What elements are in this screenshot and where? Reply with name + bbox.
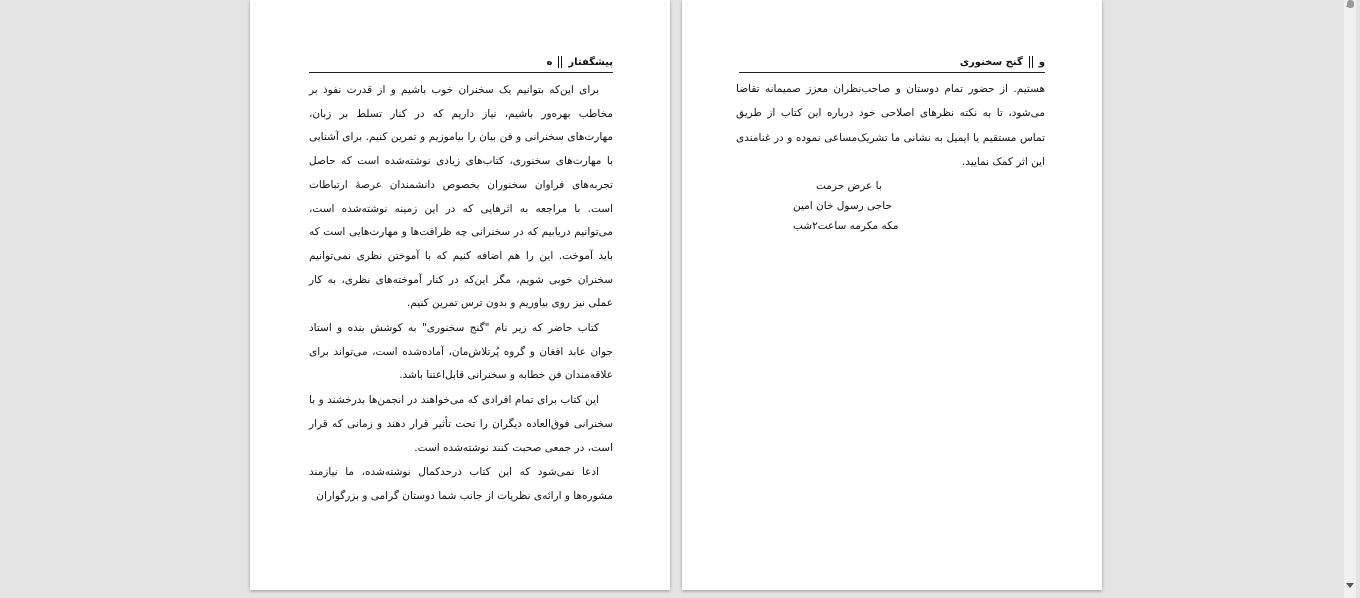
page-body: [309, 79, 613, 509]
vertical-scrollbar[interactable]: [1344, 0, 1356, 598]
signature-place: مکه مکرمه ساعت۲شب: [793, 220, 899, 232]
document-viewer: [4, 0, 1340, 592]
header-title: گنج سخنوری: [959, 56, 1023, 68]
header-separator: [1029, 56, 1033, 68]
paragraph: کتاب حاضر که زیر نام "گنج سخنوری" به کوشش بنده و استاد جوان عابد افغان و گروه پُرتلاش‌مان، آماده‌شده است، می‌تواند برای علاقه‌مندان فن خطابه و سخنرانی قابل‌اعتنا باشد.: [309, 322, 613, 382]
paragraph: هستیم. از حضور تمام دوستان و صاحب‌نظران معزز صمیمانه تقاضا می‌شود، تا به نکته نظرهای اصلاحی خود درباره این کتاب از طریق تماس مستقیم یا ایمیل به نشانی ما تشریک‌مساعی نموده و در غنامندی این اثر کمک نمایید.: [736, 83, 1045, 168]
signature-line: با عرض حرمت: [816, 180, 882, 192]
paragraph: برای این‌که بتوانیم یک سخنران خوب باشیم و از قدرت نفوذ بر مخاطب بهره‌ور باشیم، نیاز داریم که در کنار تسلط بر زبان، مهارت‌های سخنرانی و فن بیان را بیاموزیم و تمرین کنیم. برای آشنایی با مهارت‌های سخنوری، کتاب‌های زیادی نوشته‌شده است که حاصل تجربه‌های فراوان سخنوران بخصوص دانشمندان عرصهٔ ارتباطات است. با مراجعه به اثرهایی که در این زمینه نوشته‌شده است، می‌توانیم دریابیم که در سخنرانی چه ظرافت‌ها و مهارت‌هایی است که باید آموخت. این را هم اضافه کنیم که با آموختن نظری نمی‌توانیم سخنران خوبی شویم، مگر این‌که در کنار آموخته‌های نظری، به کار عملی نیز روی بیاوریم و بدون ترس تمرین کنیم.: [309, 84, 613, 310]
paragraph: ادعا نمی‌شود که این کتاب درحدکمال نوشته‌شده، ما نیازمند مشوره‌ها و ارائه‌ی نظریات از جانب شما دوستان گرامی و بزرگواران: [309, 466, 613, 502]
page-number: و: [1038, 56, 1045, 68]
page-header: [739, 52, 1045, 73]
signature-name: حاجی رسول خان امین: [793, 200, 892, 212]
scroll-down-icon[interactable]: [1346, 583, 1354, 588]
header-separator: [558, 56, 562, 68]
header-title: پیشگفتار: [568, 56, 613, 68]
page-header: [309, 52, 613, 73]
paragraph: این کتاب برای تمام افرادی که می‌خواهند در انجمن‌ها بدرخشند و با سخنرانی فوق‌العاده دیگران را تحت تأثیر قرار دهند و زمانی که قرار است، در جمعی صحبت کنند نوشته‌شده است.: [309, 394, 613, 454]
page-number: ه: [546, 56, 553, 68]
page-body: [736, 77, 1045, 174]
page-left: [250, 0, 670, 590]
scroll-thumb[interactable]: [1347, 0, 1354, 8]
page-right: [682, 0, 1102, 590]
